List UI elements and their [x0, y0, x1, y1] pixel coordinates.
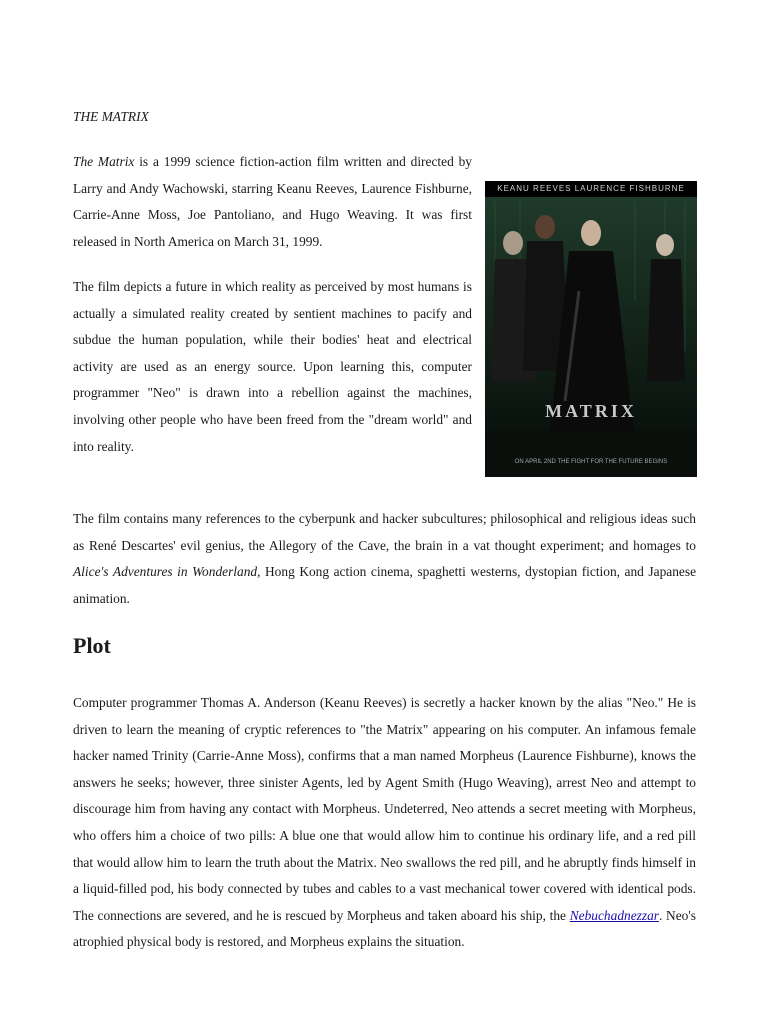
poster-credits: KEANU REEVES LAURENCE FISHBURNE [485, 181, 697, 197]
film-title: The Matrix [73, 154, 135, 169]
nebuchadnezzar-link[interactable]: Nebuchadnezzar [569, 907, 659, 923]
references-text-a: The film contains many references to the cyberpunk and hacker subcultures; philosophical and religious ideas such as René Descartes' evil genius, the Allegory of the Cave, the brain in a vat thought experiment; and homages to [73, 511, 696, 553]
intro-text: is a 1999 science fiction-action film written and directed by Larry and Andy Wachowski, starring Keanu Reeves, Laurence Fishburne, Carrie-Anne Moss, Joe Pantoliano, and Hugo Weaving. It was first released in North America on March 31, 1999. [73, 154, 472, 249]
movie-poster-image [485, 181, 697, 477]
plot-paragraph [73, 690, 696, 956]
plot-text-a: Computer programmer Thomas A. Anderson (Keanu Reeves) is secretly a hacker known by the alias "Neo." He is driven to learn the meaning of cryptic references to "the Matrix" appearing on his computer. An infamous female hacker named Trinity (Carrie-Anne Moss), confirms that a man named Morpheus (Laurence Fishburne), knows the answers he seeks; however, three sinister Agents, led by Agent Smith (Hugo Weaving), arrest Neo and attempt to discourage him from having any contact with Morpheus. Undeterred, Neo attends a secret meeting with Morpheus, who offers him a choice of two pills: A blue one that would allow him to continue his ordinary life, and a red pill that would allow him to learn the truth about the Matrix. Neo swallows the red pill, and he abruptly finds himself in a liquid-filled pod, his body connected by tubes and cables to a vast mechanical tower covered with identical pods. The connections are severed, and he is rescued by Morpheus and taken aboard his ship, the [73, 695, 696, 923]
alice-title: Alice's Adventures in Wonderland, [73, 564, 261, 580]
references-paragraph [73, 506, 696, 612]
poster-logo: MATRIX [545, 401, 637, 421]
premise-paragraph: The film depicts a future in which reality as perceived by most humans is actually a simulated reality created by sentient machines to pacify and subdue the human population, while their bodies' heat and electrical activity are used as an energy source. Upon learning this, computer programmer "Neo" is drawn into a rebellion against the machines, involving other people who have been freed from the "dream world" and into reality. [73, 279, 472, 454]
poster-tagline: ON APRIL 2ND THE FIGHT FOR THE FUTURE BEGINS [514, 459, 668, 465]
intro-paragraph [73, 149, 472, 255]
plot-heading: Plot [73, 633, 111, 658]
references-text-b: Hong Kong action cinema, spaghetti westerns, dystopian fiction, and Japanese animation. [73, 564, 697, 606]
plot-text-b: . Neo's atrophied physical body is restored, and Morpheus explains the situation. [73, 907, 696, 950]
poster-figures-graphic [485, 181, 697, 477]
document-title: THE MATRIX [73, 109, 149, 124]
